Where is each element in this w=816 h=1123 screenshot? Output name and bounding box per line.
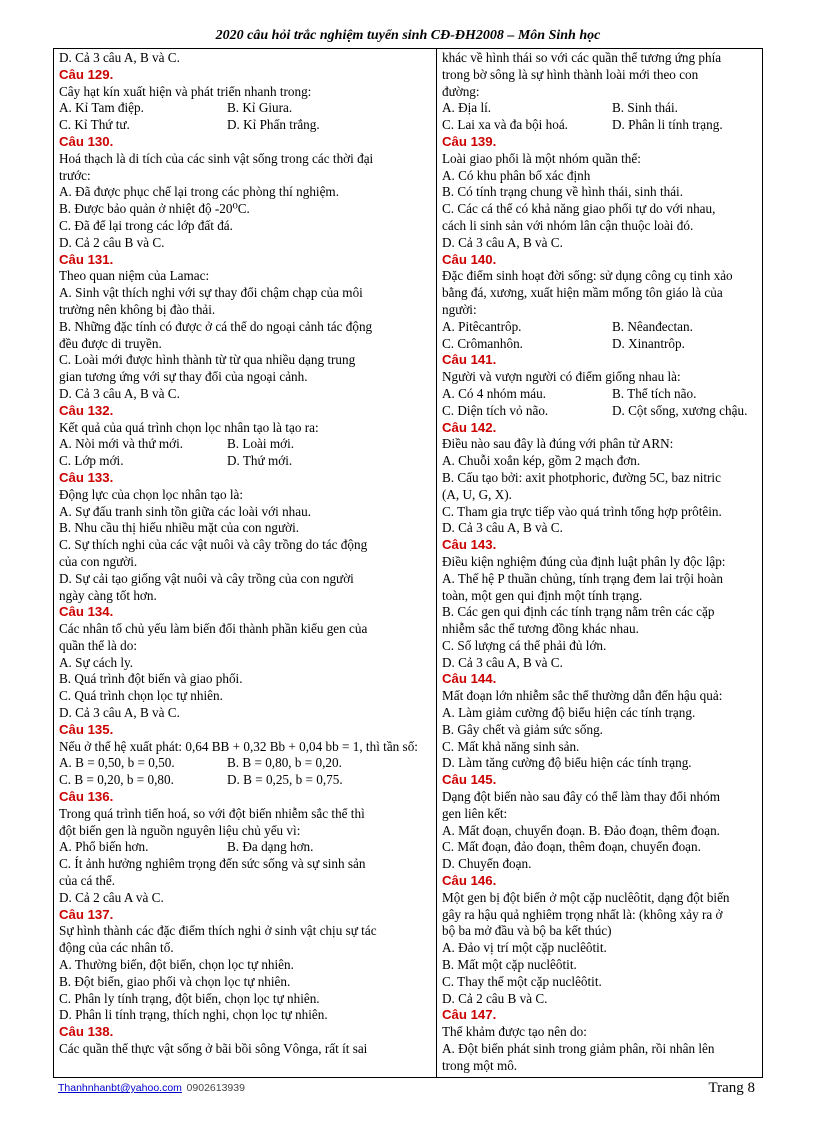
text-line: (A, U, G, X). [442, 486, 512, 502]
left-column [59, 50, 431, 1058]
question-number: Câu 142. [442, 419, 497, 435]
answer-option: C. B = 0,20, b = 0,80. [59, 772, 174, 788]
author-phone: 0902613939 [186, 1082, 245, 1094]
answer-options-row [442, 336, 760, 353]
answer-option: B. Kỉ Giura. [227, 100, 293, 116]
text-line: D. Cả 3 câu A, B và C. [59, 385, 180, 401]
text-line: cách li sinh sản với nhóm lân cận thuộc loài đó. [442, 217, 694, 233]
question-number: Câu 147. [442, 1007, 497, 1023]
text-line: B. Những đặc tính có được ở cá thể do ngoại cảnh tác động [59, 318, 373, 334]
answer-option: D. Kỉ Phấn trắng. [227, 117, 320, 133]
text-line: gian tương ứng với sự thay đổi của ngoại cảnh. [59, 369, 308, 385]
text-line: B. Quá trình đột biến và giao phối. [59, 671, 243, 687]
question-number: Câu 131. [59, 251, 114, 267]
text-line: Trong quá trình tiến hoá, so với đột biến nhiễm sắc thể thì [59, 805, 365, 821]
text-line: đột biến gen là nguồn nguyên liệu chủ yếu vì: [59, 822, 301, 838]
text-line: C. Mất đoạn, đảo đoạn, thêm đoạn, chuyển đoạn. [442, 839, 701, 855]
answer-option: A. Nòi mới và thứ mới. [59, 436, 184, 452]
text-line: C. Thay thế một cặp nuclêôtit. [442, 973, 602, 989]
text-line: đường: [442, 83, 480, 99]
answer-option: B. B = 0,80, b = 0,20. [227, 755, 342, 771]
answer-options-row [442, 386, 760, 403]
text-line: A. Sự cách ly. [59, 654, 134, 670]
text-line: B. Được bảo quản ở nhiệt độ -20⁰C. [59, 201, 250, 217]
text-line: C. Quá trình chọn lọc tự nhiên. [59, 688, 223, 704]
text-line: C. Tham gia trực tiếp vào quá trình tổng hợp prôtêin. [442, 503, 722, 519]
answer-options-row [442, 403, 760, 420]
question-number: Câu 145. [442, 772, 497, 788]
answer-option: D. B = 0,25, b = 0,75. [227, 772, 343, 788]
text-line: trường nên không bị đào thải. [59, 301, 216, 317]
text-line: A. Đột biến phát sinh trong giảm phân, rồi nhân lên [442, 1041, 715, 1057]
question-number: Câu 133. [59, 469, 114, 485]
text-line: của con người. [59, 553, 138, 569]
text-line: B. Gây chết và giảm sức sống. [442, 721, 603, 737]
text-line: Thể khảm được tạo nên do: [442, 1024, 587, 1040]
answer-options-row [59, 839, 431, 856]
text-line: D. Cả 2 câu A và C. [59, 889, 164, 905]
question-number: Câu 138. [59, 1024, 114, 1040]
text-line: C. Sự thích nghi của các vật nuôi và cây trồng do tác động [59, 537, 368, 553]
text-line: D. Làm tăng cường độ biểu hiện các tính trạng. [442, 755, 692, 771]
page-title: 2020 câu hỏi trắc nghiệm tuyển sinh CĐ-ĐH2008 – Môn Sinh học [215, 28, 601, 43]
text-line: A. Thường biến, đột biến, chọn lọc tự nhiên. [59, 957, 294, 973]
answer-options-row [442, 100, 760, 117]
text-line: D. Cả 2 câu B và C. [59, 234, 165, 250]
answer-options-row [59, 755, 431, 772]
answer-option: A. Có 4 nhóm máu. [442, 385, 547, 401]
text-line: A. Đã được phục chế lại trong các phòng thí nghiệm. [59, 184, 339, 200]
text-line: D. Cả 3 câu A, B và C. [59, 50, 180, 65]
answer-option: A. Pitêcantrôp. [442, 318, 522, 334]
text-line: người: [442, 301, 477, 317]
text-line: Loài giao phối là một nhóm quần thể: [442, 150, 641, 166]
answer-option: C. Diện tích vỏ não. [442, 402, 549, 418]
text-line: D. Cả 2 câu B và C. [442, 990, 548, 1006]
text-line: Đặc điểm sinh hoạt đời sống: sử dụng công cụ tinh xảo [442, 268, 733, 284]
text-line: A. Sự đấu tranh sinh tồn giữa các loài với nhau. [59, 503, 311, 519]
text-line: toàn, một gen qui định một tính trạng. [442, 587, 643, 603]
question-number: Câu 141. [442, 352, 497, 368]
text-line: A. Chuỗi xoắn kép, gồm 2 mạch đơn. [442, 453, 641, 469]
answer-option: A. Kỉ Tam điệp. [59, 100, 144, 116]
text-line: trong bờ sông là sự hình thành loài mới theo con [442, 66, 699, 82]
text-line: B. Cấu tạo bởi: axit photphoric, đường 5C, baz nitric [442, 469, 721, 485]
column-divider [436, 49, 437, 1077]
answer-option: C. Lớp mới. [59, 453, 124, 469]
author-email-link[interactable]: Thanhnhanbt@yahoo.com [58, 1082, 182, 1094]
text-line: động của các nhân tố. [59, 940, 174, 956]
text-line: C. Phân ly tính trạng, đột biến, chọn lọc tự nhiên. [59, 990, 320, 1006]
answer-options-row [442, 319, 760, 336]
text-line: C. Số lượng cá thể phải đủ lớn. [442, 637, 607, 653]
text-line: khác về hình thái so với các quần thể tương ứng phía [442, 50, 722, 65]
answer-option: A. Phổ biến hơn. [59, 839, 149, 855]
answer-option: C. Lai xa và đa bội hoá. [442, 117, 568, 133]
answer-option: D. Thứ mới. [227, 453, 293, 469]
answer-options-row [59, 100, 431, 117]
text-line: Sự hình thành các đặc điểm thích nghi ở sinh vật chịu sự tác [59, 923, 377, 939]
text-line: D. Cả 3 câu A, B và C. [442, 234, 563, 250]
answer-option: D. Xinantrôp. [612, 335, 685, 351]
text-line: Các quần thể thực vật sống ở bãi bồi sông Vônga, rất ít sai [59, 1041, 368, 1057]
question-number: Câu 136. [59, 789, 114, 805]
question-number: Câu 129. [59, 66, 114, 82]
question-number: Câu 139. [442, 133, 497, 149]
text-line: Một gen bị đột biến ở một cặp nuclêôtit, dạng đột biến [442, 889, 730, 905]
text-line: C. Các cá thể có khả năng giao phối tự do với nhau, [442, 201, 716, 217]
text-line: quần thể là do: [59, 637, 138, 653]
text-line: bộ ba mở đầu và bộ ba kết thúc) [442, 923, 612, 939]
text-line: nhiễm sắc thể tương đồng khác nhau. [442, 621, 639, 637]
text-line: B. Các gen qui định các tính trạng nằm trên các cặp [442, 604, 715, 620]
question-number: Câu 130. [59, 133, 114, 149]
question-number: Câu 132. [59, 402, 114, 418]
text-line: A. Có khu phân bố xác định [442, 167, 591, 183]
answer-options-row [59, 772, 431, 789]
question-number: Câu 134. [59, 604, 114, 620]
answer-option: B. Thể tích não. [612, 385, 697, 401]
answer-option: B. Đa dạng hơn. [227, 839, 314, 855]
text-line: C. Loài mới được hình thành từ từ qua nhiều dạng trung [59, 352, 356, 368]
text-line: D. Chuyển đoạn. [442, 856, 532, 872]
text-line: A. Đảo vị trí một cặp nuclêôtit. [442, 940, 607, 956]
text-line: trong một mô. [442, 1057, 518, 1073]
text-line: D. Cả 3 câu A, B và C. [442, 654, 563, 670]
text-line: D. Cả 3 câu A, B và C. [442, 520, 563, 536]
text-line: B. Mất một cặp nuclêôtit. [442, 957, 577, 973]
text-line: của cá thể. [59, 873, 116, 889]
text-line: B. Đột biến, giao phối và chọn lọc tự nhiên. [59, 973, 291, 989]
text-line: A. Thế hệ P thuần chủng, tính trạng đem lai trội hoàn [442, 570, 723, 586]
text-line: bằng đá, xương, xuất hiện mầm mống tôn giáo là của [442, 285, 723, 301]
text-line: Cây hạt kín xuất hiện và phát triển nhanh trong: [59, 83, 312, 99]
answer-options-row [442, 117, 760, 134]
text-line: Điều kiện nghiệm đúng của định luật phân ly độc lập: [442, 553, 726, 569]
text-line: B. Có tính trạng chung về hình thái, sinh thái. [442, 184, 684, 200]
answer-options-row [59, 453, 431, 470]
text-line: đều được di truyền. [59, 335, 162, 351]
text-line: gây ra hậu quả nghiêm trọng nhất là: (không xảy ra ở [442, 906, 723, 922]
text-line: C. Đã để lại trong các lớp đất đá. [59, 217, 233, 233]
text-line: A. Làm giảm cường độ biểu hiện các tính trạng. [442, 705, 696, 721]
text-line: Các nhân tố chủ yếu làm biến đổi thành phần kiểu gen của [59, 621, 368, 637]
text-line: Động lực của chọn lọc nhân tạo là: [59, 486, 244, 502]
text-line: D. Cả 3 câu A, B và C. [59, 705, 180, 721]
answer-option: B. Loài mới. [227, 436, 295, 452]
text-line: Dạng đột biến nào sau đây có thể làm thay đổi nhóm [442, 789, 720, 805]
right-column [442, 50, 760, 1075]
question-number: Câu 140. [442, 251, 497, 267]
page-footer [58, 1082, 763, 1104]
answer-option: C. Crômanhôn. [442, 335, 523, 351]
text-line: C. Mất khả năng sinh sản. [442, 738, 580, 754]
question-number: Câu 144. [442, 671, 497, 687]
answer-option: A. Địa lí. [442, 100, 492, 116]
text-line: Theo quan niệm của Lamac: [59, 268, 210, 284]
answer-option: B. Nêanđectan. [612, 318, 693, 334]
answer-option: B. Sinh thái. [612, 100, 678, 116]
text-line: Điều nào sau đây là đúng với phân tử ARN: [442, 436, 674, 452]
text-line: trước: [59, 167, 91, 183]
text-line: Kết quả của quá trình chọn lọc nhân tạo là tạo ra: [59, 419, 319, 435]
page-number: Trang 8 [708, 1080, 755, 1096]
text-line: Mất đoạn lớn nhiễm sắc thể thường dẫn đến hậu quả: [442, 688, 723, 704]
answer-option: A. B = 0,50, b = 0,50. [59, 755, 175, 771]
question-number: Câu 135. [59, 721, 114, 737]
text-line: B. Nhu cầu thị hiếu nhiều mặt của con người. [59, 520, 300, 536]
text-line: Hoá thạch là di tích của các sinh vật sống trong các thời đại [59, 150, 374, 166]
question-number: Câu 143. [442, 537, 497, 553]
text-line: D. Phân li tính trạng, thích nghi, chọn lọc tự nhiên. [59, 1007, 328, 1023]
answer-option: D. Phân li tính trạng. [612, 117, 723, 133]
two-column-frame [53, 48, 763, 1078]
answer-option: D. Cột sống, xương chậu. [612, 402, 748, 418]
text-line: A. Sinh vật thích nghi với sự thay đổi chậm chạp của môi [59, 285, 363, 301]
question-number: Câu 146. [442, 873, 497, 889]
question-text: Nếu ở thế hệ xuất phát: 0,64 BB + 0,32 Bb + 0,04 bb = 1, thì tần số: [59, 738, 418, 754]
answer-options-row [59, 436, 431, 453]
text-line: D. Sự cải tạo giống vật nuôi và cây trồng của con người [59, 570, 354, 586]
text-line: gen liên kết: [442, 805, 508, 821]
text-line: Người và vượn người có điểm giống nhau là: [442, 369, 681, 385]
question-number: Câu 137. [59, 906, 114, 922]
text-line: A. Mất đoạn, chuyển đoạn. B. Đảo đoạn, thêm đoạn. [442, 822, 720, 838]
answer-options-row [59, 117, 431, 134]
text-line: ngày càng tốt hơn. [59, 587, 157, 603]
text-line: C. Ít ảnh hưởng nghiêm trọng đến sức sống và sự sinh sản [59, 856, 366, 872]
answer-option: C. Kỉ Thứ tư. [59, 117, 130, 133]
